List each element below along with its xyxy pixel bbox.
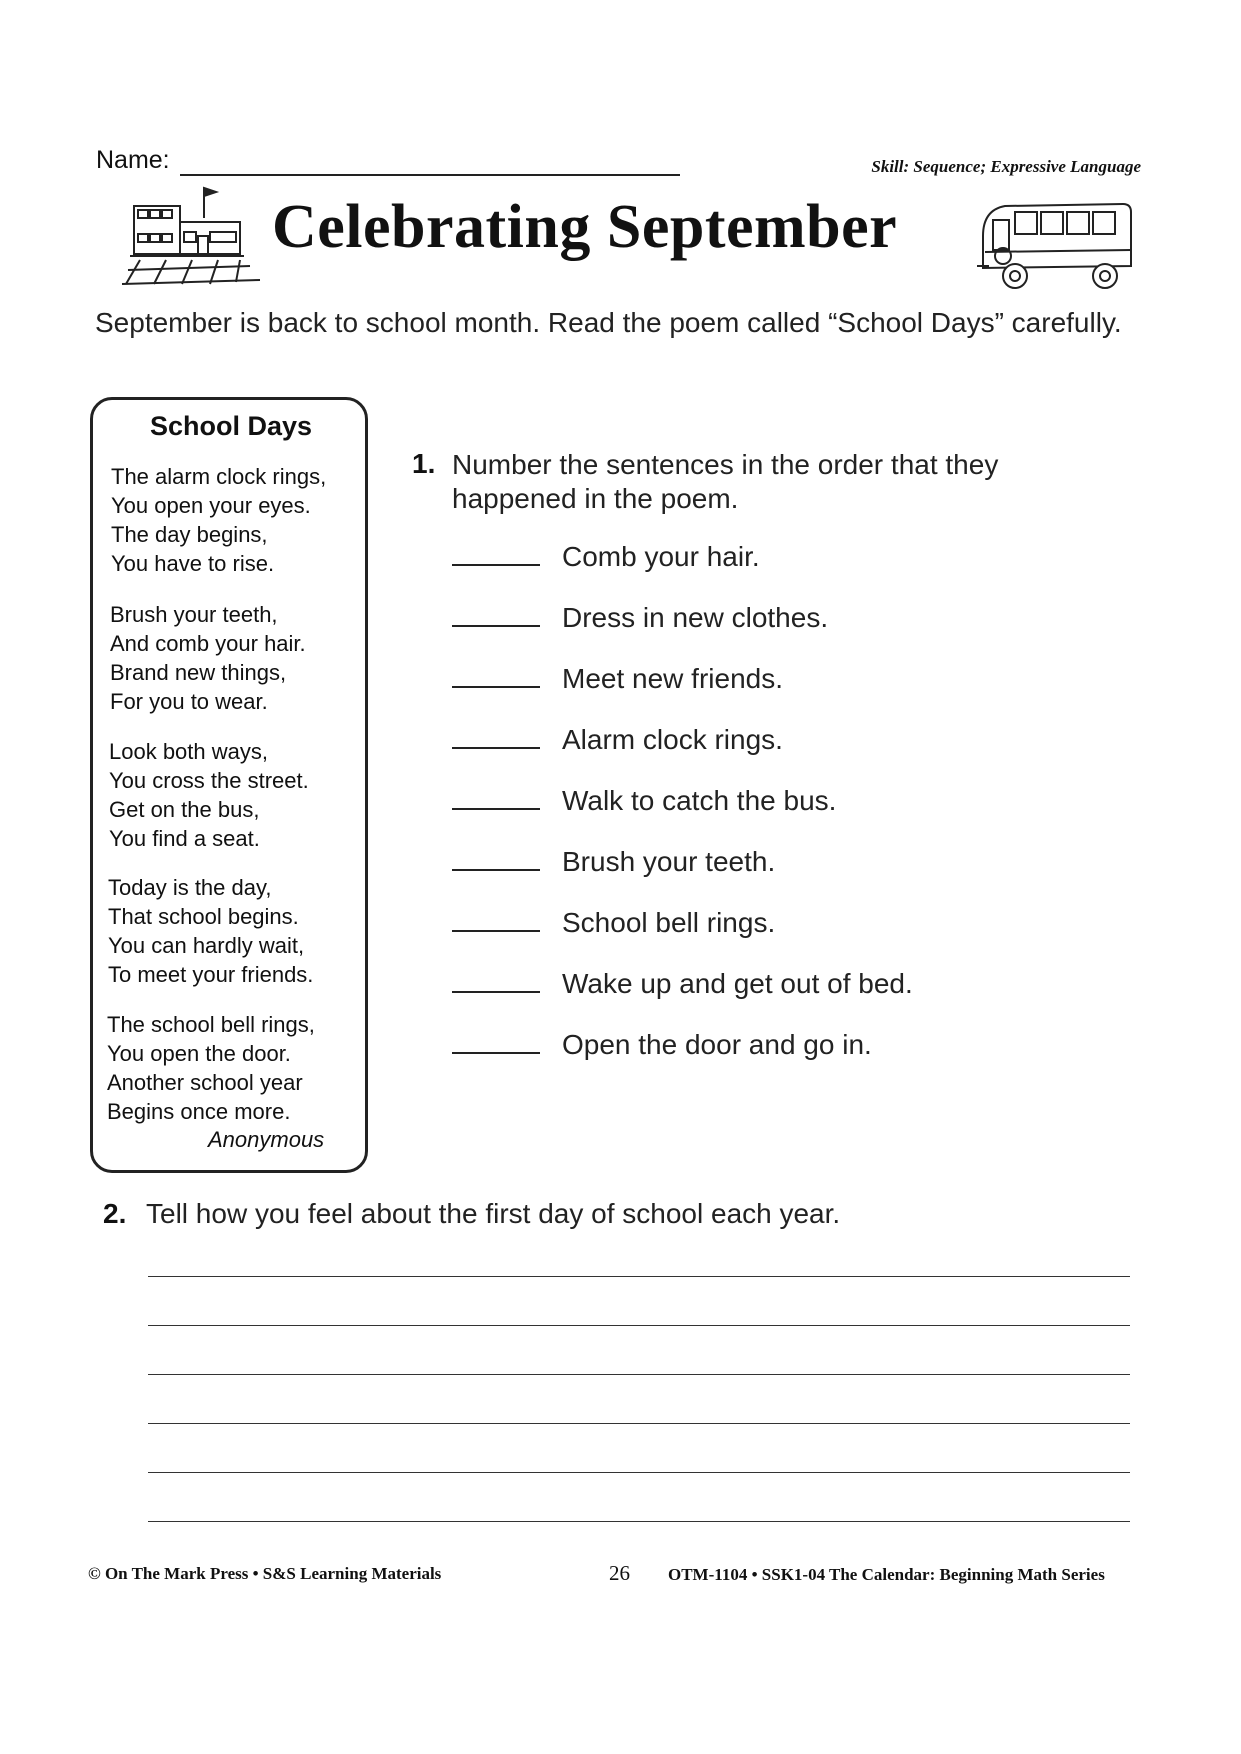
page-title: Celebrating September <box>272 193 898 261</box>
list-item-label: Walk to catch the bus. <box>562 785 837 816</box>
list-item-label: Meet new friends. <box>562 663 783 694</box>
writing-line[interactable] <box>148 1276 1130 1277</box>
poem-line: Begins once more. <box>107 1099 291 1124</box>
poem-line: Look both ways, <box>109 739 268 764</box>
list-item <box>452 663 783 703</box>
name-field[interactable] <box>180 174 680 176</box>
answer-blank[interactable] <box>452 869 540 871</box>
footer-series: OTM-1104 • SSK1-04 The Calendar: Beginning Math Series <box>668 1565 1105 1584</box>
answer-blank[interactable] <box>452 686 540 688</box>
poem-line: The day begins, <box>111 522 268 547</box>
poem-author: Anonymous <box>208 1127 325 1152</box>
skill-label: Skill: Sequence; Expressive Language <box>871 157 1141 176</box>
writing-line[interactable] <box>148 1374 1130 1375</box>
poem-line: The school bell rings, <box>107 1012 315 1037</box>
question2-number: 2. <box>103 1198 127 1229</box>
poem-line: You find a seat. <box>109 826 260 851</box>
answer-blank[interactable] <box>452 564 540 566</box>
name-label: Name: <box>96 146 170 174</box>
writing-line[interactable] <box>148 1521 1130 1522</box>
poem-stanza <box>107 1010 315 1126</box>
answer-blank[interactable] <box>452 625 540 627</box>
poem-line: That school begins. <box>108 904 299 929</box>
answer-blank[interactable] <box>452 1052 540 1054</box>
list-item-label: School bell rings. <box>562 907 776 938</box>
poem-stanza <box>109 737 309 853</box>
school-building-icon <box>120 180 266 292</box>
list-item <box>452 785 836 825</box>
answer-blank[interactable] <box>452 991 540 993</box>
answer-blank[interactable] <box>452 747 540 749</box>
list-item <box>452 602 828 642</box>
poem-line: Get on the bus, <box>109 797 260 822</box>
answer-blank[interactable] <box>452 930 540 932</box>
list-item <box>452 724 783 764</box>
list-item <box>452 541 760 581</box>
poem-line: Another school year <box>107 1070 303 1095</box>
poem-line: The alarm clock rings, <box>111 464 327 489</box>
poem-line: And comb your hair. <box>110 631 306 656</box>
question2-text: Tell how you feel about the first day of school each year. <box>146 1198 841 1229</box>
poem-line: Today is the day, <box>108 875 272 900</box>
poem-stanza <box>108 873 313 989</box>
list-item-label: Dress in new clothes. <box>562 602 829 633</box>
poem-line: Brand new things, <box>110 660 287 685</box>
poem-title: School Days <box>150 411 313 441</box>
footer-copyright: © On The Mark Press • S&S Learning Materials <box>88 1564 442 1583</box>
list-item <box>452 968 913 1008</box>
list-item <box>452 1029 872 1069</box>
list-item-label: Open the door and go in. <box>562 1029 872 1060</box>
poem-line: Brush your teeth, <box>110 602 278 627</box>
poem-line: You have to rise. <box>111 551 275 576</box>
poem-stanza <box>111 462 326 578</box>
list-item-label: Brush your teeth. <box>562 846 776 877</box>
list-item <box>452 846 775 886</box>
poem-line: You cross the street. <box>109 768 309 793</box>
school-bus-icon <box>975 196 1135 296</box>
answer-blank[interactable] <box>452 808 540 810</box>
poem-stanza <box>110 600 306 716</box>
poem-line: To meet your friends. <box>108 962 314 987</box>
intro-text: September is back to school month. Read the poem called “School Days” carefully. <box>95 307 1122 338</box>
question1-text: Number the sentences in the order that they happened in the poem. <box>452 449 999 514</box>
list-item-label: Wake up and get out of bed. <box>562 968 913 999</box>
question1-number: 1. <box>412 448 436 479</box>
poem-line: You open the door. <box>107 1041 291 1066</box>
writing-line[interactable] <box>148 1423 1130 1424</box>
poem-line: You open your eyes. <box>111 493 311 518</box>
list-item-label: Comb your hair. <box>562 541 760 572</box>
list-item-label: Alarm clock rings. <box>562 724 783 755</box>
list-item <box>452 907 775 947</box>
poem-line: For you to wear. <box>110 689 268 714</box>
writing-line[interactable] <box>148 1325 1130 1326</box>
writing-line[interactable] <box>148 1472 1130 1473</box>
poem-line: You can hardly wait, <box>108 933 305 958</box>
page-number: 26 <box>609 1561 630 1585</box>
